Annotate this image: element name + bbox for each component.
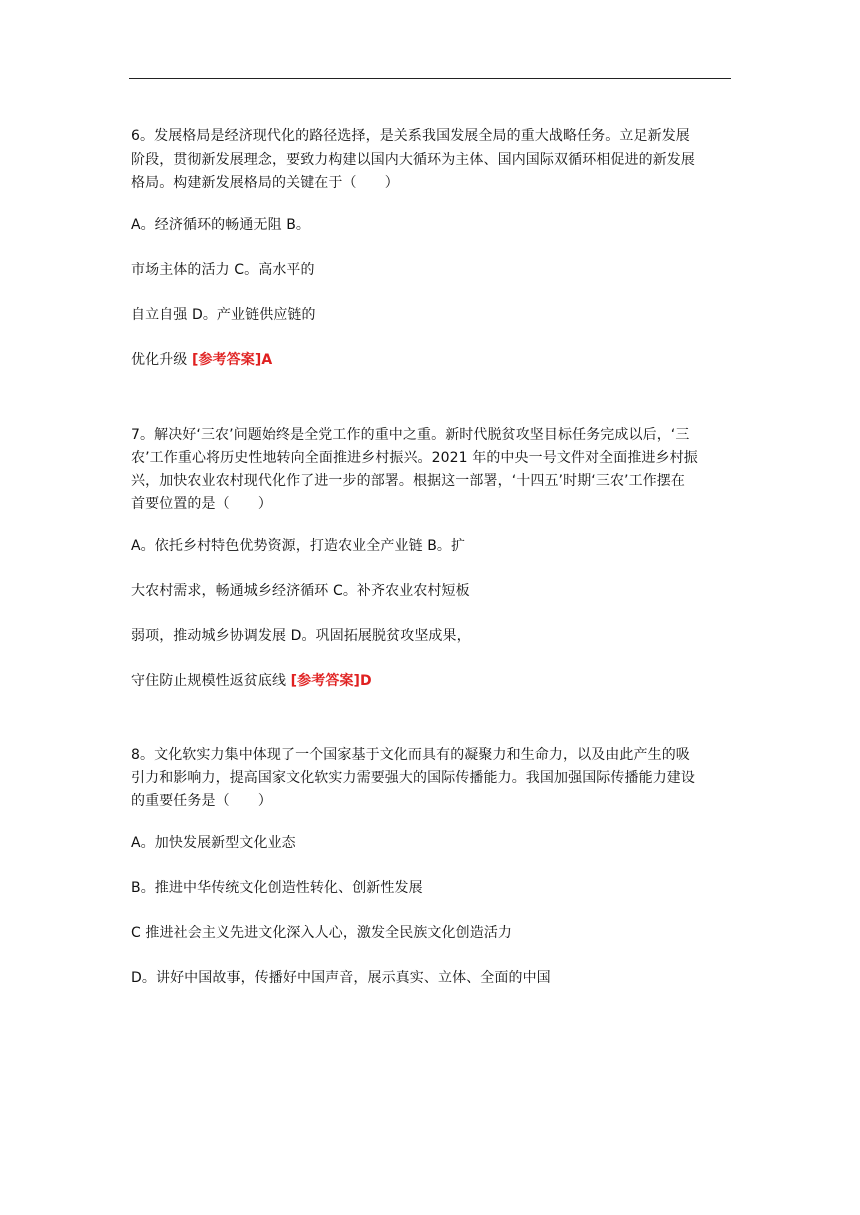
q6-option-line-1: A。经济循环的畅通无阻 B。 xyxy=(131,217,311,233)
q7-stem-line-1: 7。解决好‘三农’问题始终是全党工作的重中之重。新时代脱贫攻坚目标任务完成以后，‘三 xyxy=(131,427,690,443)
q7-stem-line-3: 兴，加快农业农村现代化作了进一步的部署。根据这一部署，‘十四五’时期‘三农’工作摆在 xyxy=(131,473,685,489)
q6-answer: [参考答案]A xyxy=(191,352,273,368)
header-rule xyxy=(129,78,731,79)
q6-option-line-3: 自立自强 D。产业链供应链的 xyxy=(131,307,316,323)
q8-option-a: A。加快发展新型文化业态 xyxy=(131,835,296,851)
q8-option-c: C 推进社会主义先进文化深入人心，激发全民族文化创造活力 xyxy=(131,925,513,941)
q7-answer: [参考答案]D xyxy=(290,673,372,689)
q7-option-line-2: 大农村需求，畅通城乡经济循环 C。补齐农业农村短板 xyxy=(131,583,470,599)
q6-stem-line-1: 6。发展格局是经济现代化的路径选择，是关系我国发展全局的重大战略任务。立足新发展 xyxy=(131,128,690,144)
q8-option-b: B。推进中华传统文化创造性转化、创新性发展 xyxy=(131,880,423,896)
q7-option-line-4 xyxy=(131,671,372,691)
q7-option-line-3: 弱项，推动城乡协调发展 D。巩固拓展脱贫攻坚成果， xyxy=(131,628,471,644)
q6-stem-line-3: 格局。构建新发展格局的关键在于（ ） xyxy=(131,175,399,191)
q7-option-text: 守住防止规模性返贫底线 xyxy=(131,673,291,689)
q7-stem-line-4: 首要位置的是（ ） xyxy=(131,496,272,512)
q8-stem-line-2: 引力和影响力，提高国家文化软实力需要强大的国际传播能力。我国加强国际传播能力建设 xyxy=(131,770,695,786)
q6-stem-line-2: 阶段，贯彻新发展理念，要致力构建以国内大循环为主体、国内国际双循环相促进的新发展 xyxy=(131,152,695,168)
q6-option-text: 优化升级 xyxy=(131,352,192,368)
q8-option-d: D。讲好中国故事，传播好中国声音，展示真实、立体、全面的中国 xyxy=(131,970,551,986)
q6-option-line-4 xyxy=(131,350,272,370)
q7-option-line-1: A。依托乡村特色优势资源，打造农业全产业链 B。扩 xyxy=(131,538,466,554)
q7-stem-line-2: 农’工作重心将历史性地转向全面推进乡村振兴。2021 年的中央一号文件对全面推进乡村振 xyxy=(131,450,698,466)
q6-option-line-2: 市场主体的活力 C。高水平的 xyxy=(131,262,315,278)
q8-stem-line-1: 8。文化软实力集中体现了一个国家基于文化而具有的凝聚力和生命力，以及由此产生的吸 xyxy=(131,747,690,763)
q8-stem-line-3: 的重要任务是（ ） xyxy=(131,793,272,809)
